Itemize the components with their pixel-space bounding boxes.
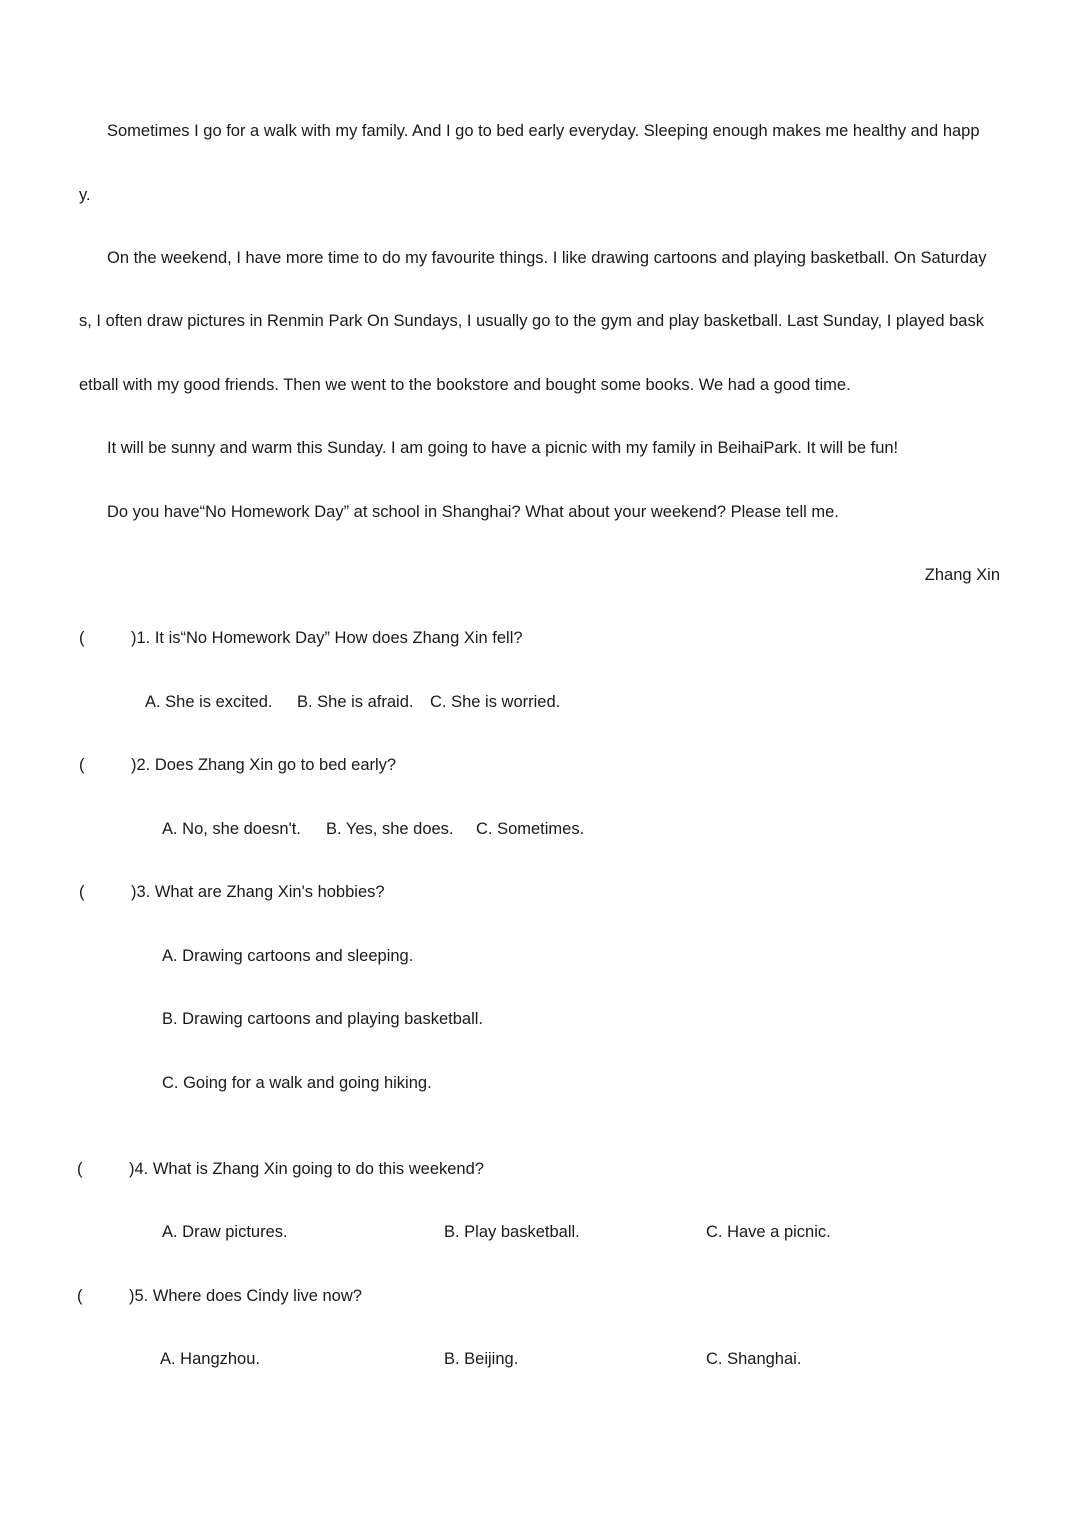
signature: Zhang Xin — [924, 566, 1000, 584]
option-c: C. Shanghai. — [706, 1350, 802, 1368]
passage-line: On the weekend, I have more time to do my favourite things. I like drawing cartoons and playing basketball. On Saturday — [107, 249, 987, 267]
option-b: B. She is afraid. — [297, 693, 414, 711]
option-b: B. Beijing. — [444, 1350, 519, 1368]
answer-blank[interactable]: ( — [79, 883, 85, 901]
passage-line: etball with my good friends. Then we went to the bookstore and bought some books. We had a good time. — [79, 376, 851, 394]
option-c: C. Sometimes. — [476, 820, 585, 838]
option-c: C. Have a picnic. — [706, 1223, 831, 1241]
option-a: A. She is excited. — [145, 693, 273, 711]
option-a: A. No, she doesn't. — [162, 820, 301, 838]
passage-line: Do you have“No Homework Day” at school in Shanghai? What about your weekend? Please tell me. — [107, 503, 839, 521]
passage-line: It will be sunny and warm this Sunday. I am going to have a picnic with my family in BeihaiPark. It will be fun! — [107, 439, 899, 457]
passage-line: s, I often draw pictures in Renmin Park On Sundays, I usually go to the gym and play basketball. Last Sunday, I played bask — [79, 312, 984, 330]
question-text: )1. It is“No Homework Day” How does Zhang Xin fell? — [131, 629, 523, 647]
answer-blank[interactable]: ( — [79, 629, 85, 647]
question-text: )3. What are Zhang Xin's hobbies? — [131, 883, 385, 901]
question-text: )4. What is Zhang Xin going to do this weekend? — [129, 1160, 484, 1178]
option-b: B. Yes, she does. — [326, 820, 454, 838]
question-text: )5. Where does Cindy live now? — [129, 1287, 362, 1305]
option-a: A. Hangzhou. — [160, 1350, 260, 1368]
option-c: C. She is worried. — [430, 693, 561, 711]
answer-blank[interactable]: ( — [77, 1160, 83, 1178]
passage-line: y. — [79, 186, 91, 204]
passage-line: Sometimes I go for a walk with my family. And I go to bed early everyday. Sleeping enough makes me healthy and happ — [107, 122, 980, 140]
option-b: B. Play basketball. — [444, 1223, 580, 1241]
option-c: C. Going for a walk and going hiking. — [162, 1074, 432, 1092]
answer-blank[interactable]: ( — [79, 756, 85, 774]
question-text: )2. Does Zhang Xin go to bed early? — [131, 756, 397, 774]
answer-blank[interactable]: ( — [77, 1287, 83, 1305]
option-b: B. Drawing cartoons and playing basketball. — [162, 1010, 484, 1028]
option-a: A. Drawing cartoons and sleeping. — [162, 947, 414, 965]
option-a: A. Draw pictures. — [162, 1223, 288, 1241]
